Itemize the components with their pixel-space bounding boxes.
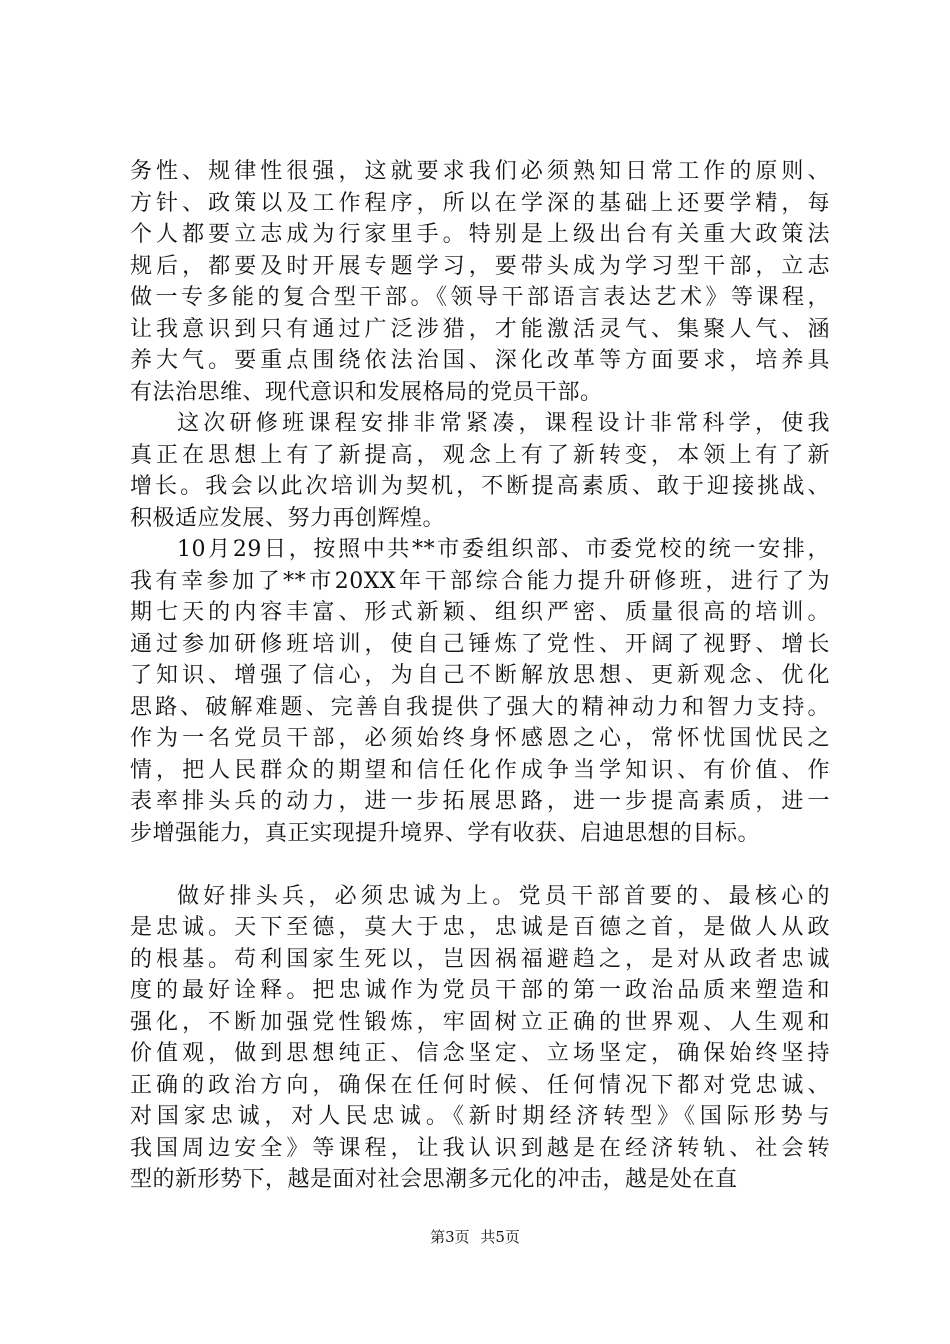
text-line: 增长。我会以此次培训为契机，不断提高素质、敢于迎接挑战、 <box>130 474 830 499</box>
text-line: 强化，不断加强党性锻炼，牢固树立正确的世界观、人生观和 <box>130 1009 830 1035</box>
text-line: 我有幸参加了**市20XX年干部综合能力提升研修班，进行了为 <box>130 568 830 594</box>
text-line: 通过参加研修班培训，使自己锤炼了党性、开阔了视野、增长 <box>130 631 830 657</box>
text-line: 我国周边安全》等课程，让我认识到越是在经济转轨、社会转 <box>130 1135 830 1161</box>
text-line: 做一专多能的复合型干部。《领导干部语言表达艺术》等课程， <box>130 285 830 310</box>
text-line: 价值观，做到思想纯正、信念坚定、立场坚定，确保始终坚持 <box>130 1041 830 1066</box>
text-line: 对国家忠诚，对人民忠诚。《新时期经济转型》《国际形势与 <box>130 1104 830 1129</box>
page-total: 共5页 <box>480 1228 520 1246</box>
text-line: 养大气。要重点围绕依法治国、深化改革等方面要求，培养具 <box>130 348 830 373</box>
paragraph <box>130 408 830 534</box>
page-footer <box>0 1226 950 1247</box>
body-text <box>130 156 830 1196</box>
text-line: 期七天的内容丰富、形式新颖、组织严密、质量很高的培训。 <box>130 600 830 625</box>
text-line: 思路、破解难题、完善自我提供了强大的精神动力和智力支持。 <box>130 694 830 720</box>
text-line: 是忠诚。天下至德，莫大于忠，忠诚是百德之首，是做人从政 <box>130 915 830 940</box>
text-line: 有法治思维、现代意识和发展格局的党员干部。 <box>130 379 603 405</box>
text-line: 了知识、增强了信心，为自己不断解放思想、更新观念、优化 <box>130 663 830 688</box>
text-line: 正确的政治方向，确保在任何时候、任何情况下都对党忠诚、 <box>130 1072 830 1098</box>
text-line: 情，把人民群众的期望和信任化作成争当学知识、有价值、作 <box>130 757 830 783</box>
paragraph <box>130 156 830 408</box>
text-line: 务性、规律性很强，这就要求我们必须熟知日常工作的原则、 <box>130 159 830 184</box>
paragraph <box>130 534 830 849</box>
text-line: 规后，都要及时开展专题学习，要带头成为学习型干部，立志 <box>130 253 830 279</box>
text-line: 个人都要立志成为行家里手。特别是上级出台有关重大政策法 <box>130 222 830 247</box>
text-line: 作为一名党员干部，必须始终身怀感恩之心，常怀忧国忧民之 <box>130 726 830 751</box>
text-line: 真正在思想上有了新提高，观念上有了新转变，本领上有了新 <box>130 442 830 468</box>
paragraph <box>130 881 830 1196</box>
text-line: 度的最好诠释。把忠诚作为党员干部的第一政治品质来塑造和 <box>130 978 830 1003</box>
text-line: 方针、政策以及工作程序，所以在学深的基础上还要学精，每 <box>130 190 830 216</box>
text-line: 步增强能力，真正实现提升境界、学有收获、启迪思想的目标。 <box>130 820 761 846</box>
page-number: 第3页 <box>430 1228 470 1246</box>
text-line: 10月29日，按照中共**市委组织部、市委党校的统一安排， <box>177 537 830 562</box>
text-line: 让我意识到只有通过广泛涉猎，才能激活灵气、集聚人气、涵 <box>130 316 830 342</box>
text-line: 的根基。苟利国家生死以，岂因祸福避趋之，是对从政者忠诚 <box>130 946 830 972</box>
text-line: 做好排头兵，必须忠诚为上。党员干部首要的、最核心的 <box>177 883 830 909</box>
paragraph-gap <box>130 849 830 881</box>
text-line: 型的新形势下，越是面对社会思潮多元化的冲击，越是处在直 <box>130 1167 738 1192</box>
text-line: 这次研修班课程安排非常紧凑，课程设计非常科学，使我 <box>177 411 830 436</box>
text-line: 积极适应发展、努力再创辉煌。 <box>130 505 446 531</box>
text-line: 表率排头兵的动力，进一步拓展思路，进一步提高素质，进一 <box>130 789 830 814</box>
